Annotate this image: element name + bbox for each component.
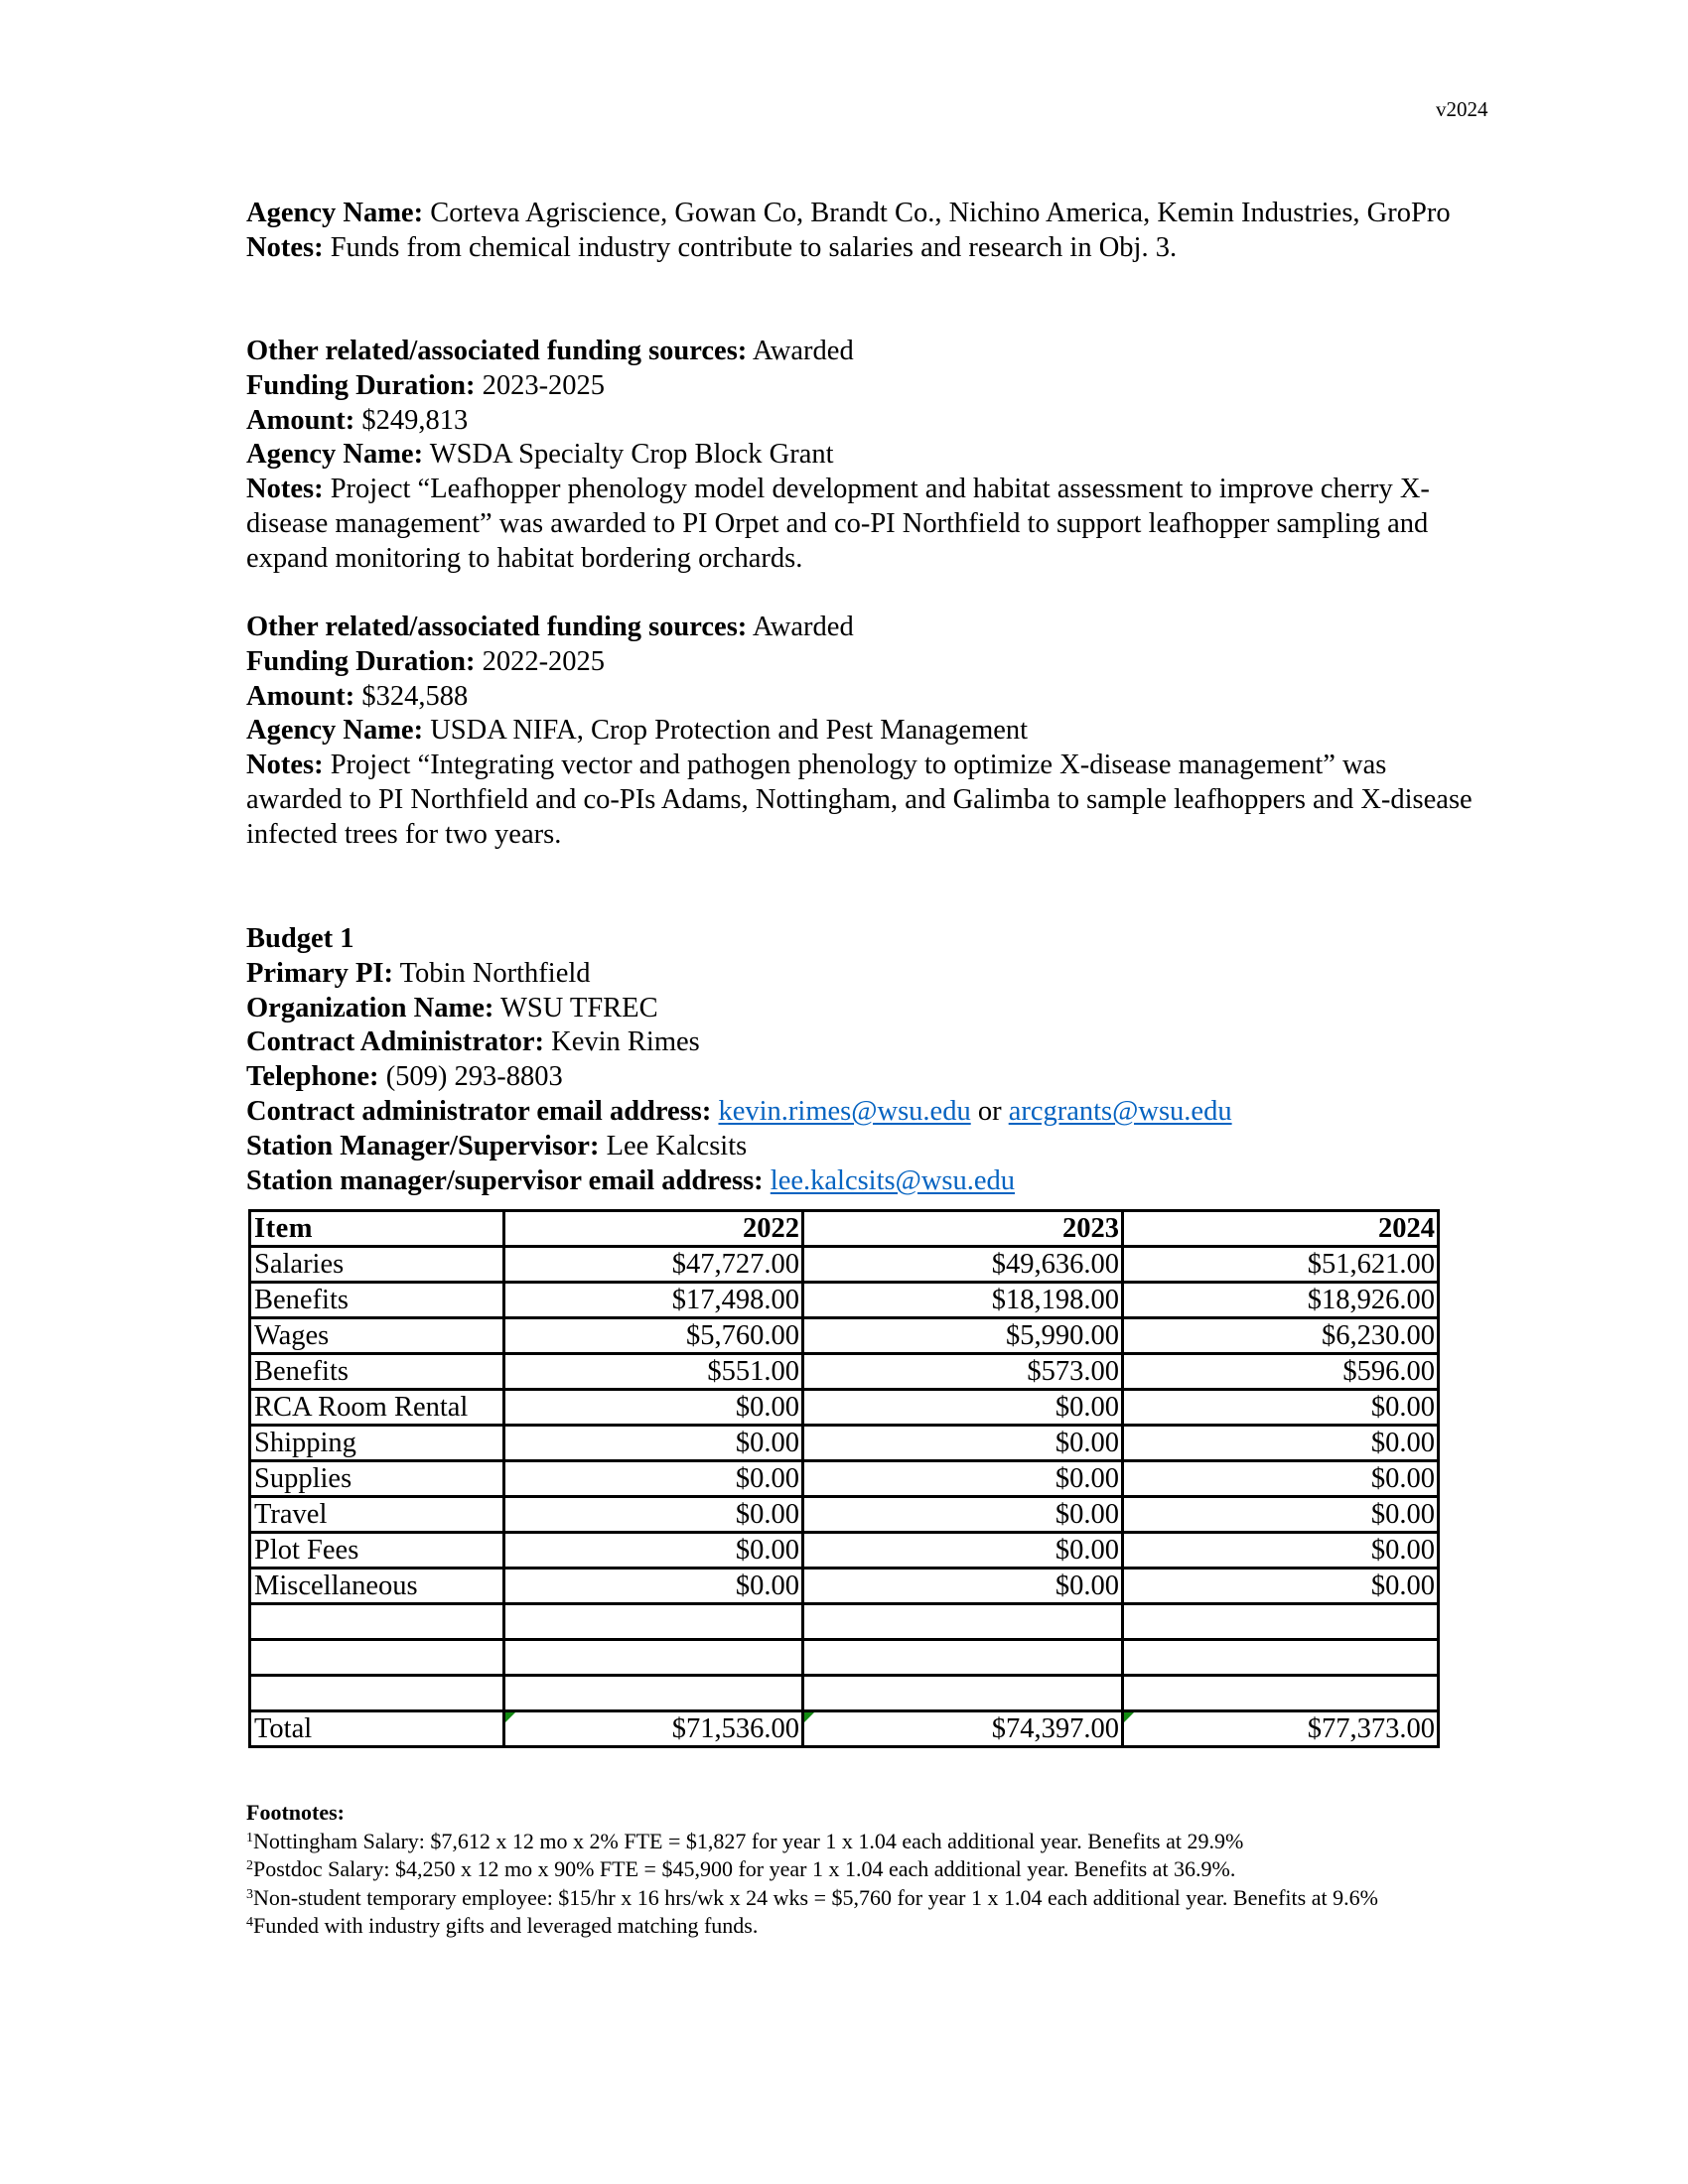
- cell-item: Miscellaneous: [250, 1569, 504, 1604]
- cell-2022: [504, 1640, 803, 1676]
- sources-value: Awarded: [752, 336, 854, 366]
- station-email-line: [246, 1164, 1477, 1199]
- cell-item: Wages: [250, 1318, 504, 1354]
- cell-2022: $551.00: [504, 1354, 803, 1390]
- duration-line: [246, 645, 1477, 680]
- total-2024: $77,373.00: [1123, 1711, 1439, 1747]
- formula-marker-icon: [804, 1712, 814, 1722]
- cell-item: Benefits: [250, 1283, 504, 1318]
- notes-line: [246, 749, 1477, 852]
- cell-2022: $0.00: [504, 1533, 803, 1569]
- cell-2024: $6,230.00: [1123, 1318, 1439, 1354]
- cell-2022: $5,760.00: [504, 1318, 803, 1354]
- station-manager-label: Station Manager/Supervisor:: [246, 1130, 600, 1161]
- sources-line: [246, 335, 1477, 369]
- cell-2024: $0.00: [1123, 1461, 1439, 1497]
- table-row: [250, 1426, 1439, 1461]
- footnote-mark: 2: [246, 1858, 253, 1873]
- cell-2024: $18,926.00: [1123, 1283, 1439, 1318]
- footnote-text: Funded with industry gifts and leveraged matching funds.: [253, 1913, 759, 1938]
- cell-2022: $17,498.00: [504, 1283, 803, 1318]
- amount-line: [246, 404, 1477, 439]
- cell-2022: $0.00: [504, 1426, 803, 1461]
- header-item: Item: [250, 1211, 504, 1247]
- primary-pi-line: [246, 957, 1477, 992]
- sources-value: Awarded: [752, 612, 854, 642]
- header-2022: 2022: [504, 1211, 803, 1247]
- cell-2023: $0.00: [803, 1497, 1123, 1533]
- station-manager-value: Lee Kalcsits: [606, 1130, 748, 1161]
- notes-label: Notes:: [246, 750, 324, 781]
- duration-label: Funding Duration:: [246, 645, 476, 677]
- header-2023: 2023: [803, 1211, 1123, 1247]
- admin-email-label: Contract administrator email address:: [246, 1095, 712, 1127]
- notes-label: Notes:: [246, 231, 324, 263]
- amount-label: Amount:: [246, 680, 355, 712]
- or-text: or: [977, 1095, 1002, 1127]
- table-total-row: [250, 1711, 1439, 1747]
- cell-2024: $0.00: [1123, 1533, 1439, 1569]
- station-manager-line: [246, 1130, 1477, 1164]
- primary-pi-value: Tobin Northfield: [399, 957, 591, 989]
- notes-label: Notes:: [246, 474, 324, 505]
- cell-item: [250, 1676, 504, 1711]
- cell-item: Travel: [250, 1497, 504, 1533]
- agency-label: Agency Name:: [246, 715, 424, 747]
- organization-value: WSU TFREC: [499, 992, 658, 1024]
- budget-info: [246, 922, 1477, 1198]
- duration-label: Funding Duration:: [246, 369, 476, 401]
- table-row-empty: [250, 1676, 1439, 1711]
- table-row: [250, 1283, 1439, 1318]
- footnote-mark: 1: [246, 1830, 253, 1845]
- notes-value: Project “Integrating vector and pathogen phenology to optimize X-disease management” was awarded to PI Northfield and co-PIs Adams, Nottingham, and Galimba to sample leafhoppers and X-disease infected trees for two years.: [246, 750, 1473, 850]
- budget-table: [248, 1209, 1440, 1748]
- funding-block-usda: [246, 611, 1477, 853]
- cell-2024: [1123, 1676, 1439, 1711]
- footnote: [246, 1828, 1487, 1856]
- cell-2023: [803, 1640, 1123, 1676]
- sources-label: Other related/associated funding sources:: [246, 336, 748, 366]
- station-email-label: Station manager/supervisor email address:: [246, 1164, 764, 1196]
- version-label: v2024: [1436, 97, 1488, 121]
- footnote-mark: 4: [246, 1915, 253, 1930]
- cell-item: Salaries: [250, 1247, 504, 1283]
- footnote-text: Postdoc Salary: $4,250 x 12 mo x 90% FTE = $45,900 for year 1 x 1.04 each additional year. Benefits at 36.9%.: [253, 1856, 1236, 1881]
- contract-admin-label: Contract Administrator:: [246, 1026, 544, 1058]
- station-email-link[interactable]: lee.kalcsits@wsu.edu: [770, 1164, 1016, 1196]
- table-row: [250, 1569, 1439, 1604]
- footnote-text: Nottingham Salary: $7,612 x 12 mo x 2% FTE = $1,827 for year 1 x 1.04 each additional year. Benefits at 29.9%: [253, 1828, 1244, 1853]
- cell-2023: $0.00: [803, 1390, 1123, 1426]
- cell-item: Shipping: [250, 1426, 504, 1461]
- cell-2022: $0.00: [504, 1569, 803, 1604]
- table-row: [250, 1247, 1439, 1283]
- cell-item: Supplies: [250, 1461, 504, 1497]
- table-row: [250, 1461, 1439, 1497]
- cell-2024: $51,621.00: [1123, 1247, 1439, 1283]
- cell-item: [250, 1604, 504, 1640]
- cell-2023: [803, 1604, 1123, 1640]
- footnote-mark: 3: [246, 1886, 253, 1902]
- cell-2023: $18,198.00: [803, 1283, 1123, 1318]
- cell-item: [250, 1640, 504, 1676]
- cell-item: RCA Room Rental: [250, 1390, 504, 1426]
- notes-line: [246, 231, 1477, 266]
- agency-label: Agency Name:: [246, 439, 424, 471]
- admin-email-link-kevin[interactable]: kevin.rimes@wsu.edu: [718, 1095, 971, 1127]
- formula-marker-icon: [505, 1712, 515, 1722]
- cell-2022: $0.00: [504, 1390, 803, 1426]
- telephone-value: (509) 293-8803: [385, 1061, 563, 1093]
- table-header-row: [250, 1211, 1439, 1247]
- cell-2022: [504, 1676, 803, 1711]
- total-label: Total: [250, 1711, 504, 1747]
- footnote: [246, 1855, 1487, 1884]
- footnote: [246, 1884, 1487, 1913]
- total-2022: $71,536.00: [504, 1711, 803, 1747]
- total-2023: $74,397.00: [803, 1711, 1123, 1747]
- table-row-empty: [250, 1604, 1439, 1640]
- cell-2023: [803, 1676, 1123, 1711]
- footnotes-label: Footnotes:: [246, 1800, 345, 1825]
- cell-2024: [1123, 1640, 1439, 1676]
- cell-2023: $0.00: [803, 1426, 1123, 1461]
- notes-line: [246, 473, 1477, 576]
- telephone-label: Telephone:: [246, 1061, 379, 1093]
- cell-2023: $49,636.00: [803, 1247, 1123, 1283]
- primary-pi-label: Primary PI:: [246, 957, 393, 989]
- table-row: [250, 1354, 1439, 1390]
- sources-label: Other related/associated funding sources:: [246, 612, 748, 642]
- cell-2023: $0.00: [803, 1569, 1123, 1604]
- admin-email-line: [246, 1095, 1477, 1130]
- cell-2022: $0.00: [504, 1497, 803, 1533]
- cell-2024: $0.00: [1123, 1569, 1439, 1604]
- organization-line: [246, 992, 1477, 1026]
- footnote: [246, 1912, 1487, 1941]
- agency-line: [246, 438, 1477, 473]
- amount-value: $324,588: [361, 680, 469, 712]
- cell-item: Plot Fees: [250, 1533, 504, 1569]
- cell-2024: [1123, 1604, 1439, 1640]
- cell-2022: [504, 1604, 803, 1640]
- funding-block-industry: [246, 197, 1477, 266]
- cell-item: Benefits: [250, 1354, 504, 1390]
- cell-2024: $596.00: [1123, 1354, 1439, 1390]
- notes-value: Funds from chemical industry contribute to salaries and research in Obj. 3.: [330, 231, 1178, 263]
- table-row: [250, 1533, 1439, 1569]
- amount-value: $249,813: [361, 404, 469, 436]
- cell-2023: $0.00: [803, 1461, 1123, 1497]
- duration-line: [246, 369, 1477, 404]
- cell-2024: $0.00: [1123, 1426, 1439, 1461]
- agency-value: WSDA Specialty Crop Block Grant: [429, 439, 834, 471]
- table-row: [250, 1497, 1439, 1533]
- footnotes: [246, 1799, 1487, 1941]
- organization-label: Organization Name:: [246, 992, 494, 1024]
- table-row: [250, 1318, 1439, 1354]
- formula-marker-icon: [1124, 1712, 1134, 1722]
- header-2024: 2024: [1123, 1211, 1439, 1247]
- duration-value: 2023-2025: [482, 369, 606, 401]
- agency-value: Corteva Agriscience, Gowan Co, Brandt Co., Nichino America, Kemin Industries, GroPro: [430, 198, 1451, 228]
- sources-line: [246, 611, 1477, 645]
- budget-title: Budget 1: [246, 923, 354, 954]
- telephone-line: [246, 1060, 1477, 1095]
- agency-line: [246, 714, 1477, 749]
- footnote-text: Non-student temporary employee: $15/hr x 16 hrs/wk x 24 wks = $5,760 for year 1 x 1.04 each additional year. Benefits at 9.6%: [253, 1884, 1378, 1910]
- cell-2024: $0.00: [1123, 1390, 1439, 1426]
- cell-2023: $0.00: [803, 1533, 1123, 1569]
- cell-2022: $0.00: [504, 1461, 803, 1497]
- cell-2023: $573.00: [803, 1354, 1123, 1390]
- notes-value: Project “Leafhopper phenology model development and habitat assessment to improve cherry X-disease management” was awarded to PI Orpet and co-PI Northfield to support leafhopper sampling and expand monitoring to habitat bordering orchards.: [246, 474, 1430, 574]
- contract-admin-value: Kevin Rimes: [551, 1026, 700, 1058]
- duration-value: 2022-2025: [482, 645, 606, 677]
- cell-2022: $47,727.00: [504, 1247, 803, 1283]
- funding-block-wsda: [246, 335, 1477, 577]
- contract-admin-line: [246, 1025, 1477, 1060]
- cell-2024: $0.00: [1123, 1497, 1439, 1533]
- admin-email-link-arcgrants[interactable]: arcgrants@wsu.edu: [1008, 1095, 1232, 1127]
- agency-line: [246, 197, 1477, 231]
- table-row: [250, 1390, 1439, 1426]
- amount-label: Amount:: [246, 404, 355, 436]
- amount-line: [246, 680, 1477, 715]
- cell-2023: $5,990.00: [803, 1318, 1123, 1354]
- agency-label: Agency Name:: [246, 198, 424, 228]
- agency-value: USDA NIFA, Crop Protection and Pest Management: [430, 715, 1029, 747]
- table-row-empty: [250, 1640, 1439, 1676]
